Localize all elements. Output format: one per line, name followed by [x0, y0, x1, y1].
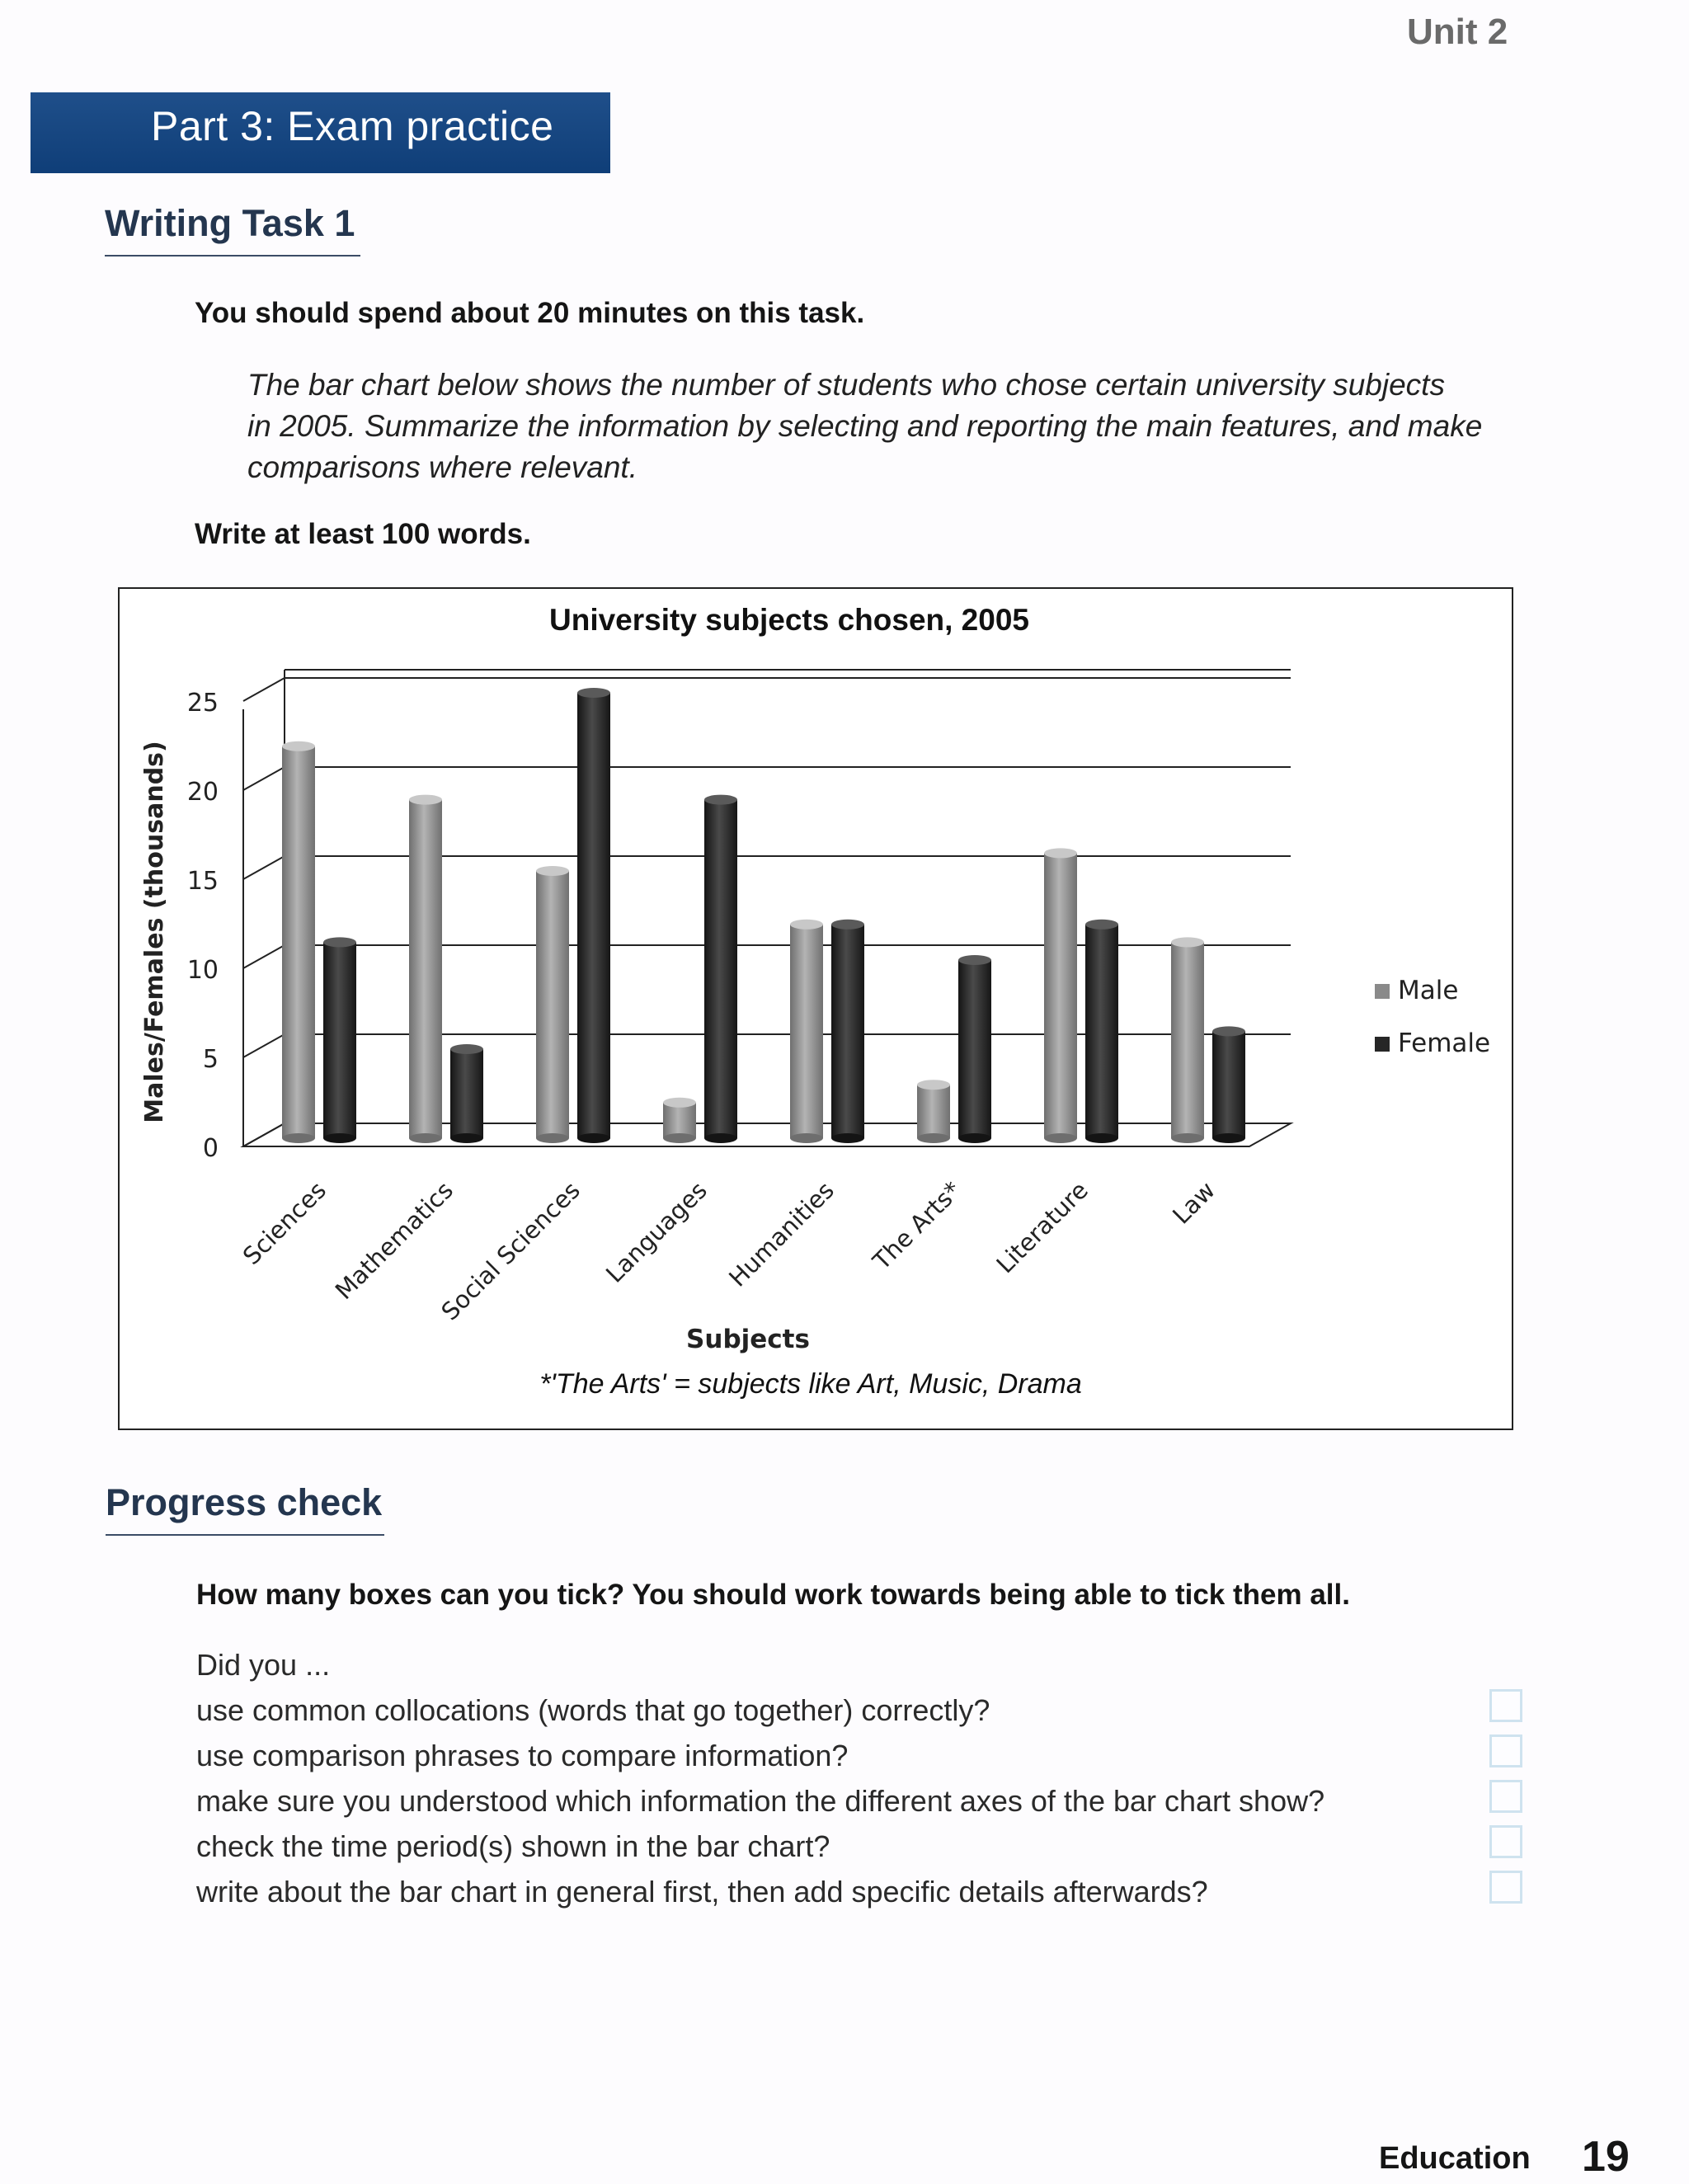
bar-cap-female [831, 920, 864, 930]
part-banner: Part 3: Exam practice [31, 92, 610, 173]
x-tick-label: Law [1167, 1175, 1221, 1230]
x-tick-label: Literature [990, 1175, 1094, 1279]
bar-female [958, 960, 991, 1138]
x-tick-label: Languages [600, 1175, 713, 1288]
chart-title: University subjects chosen, 2005 [549, 603, 1029, 637]
legend-swatch-male [1375, 984, 1390, 999]
word-count-instruction: Write at least 100 words. [195, 518, 531, 550]
legend-label-male: Male [1398, 976, 1459, 1005]
bar-cap-female [958, 955, 991, 965]
bar-female [1085, 925, 1118, 1138]
bar-male [1044, 853, 1077, 1138]
bar-base-female [704, 1133, 737, 1143]
bar-base-female [450, 1133, 483, 1143]
bar-female [450, 1049, 483, 1138]
gridline-depth [243, 856, 285, 879]
x-tick-label: Mathematics [329, 1175, 459, 1306]
bar-base-female [958, 1133, 991, 1143]
x-axis-label: Subjects [686, 1325, 810, 1354]
bar-cap-female [1085, 920, 1118, 930]
bar-base-female [1212, 1133, 1245, 1143]
bar-female [831, 925, 864, 1138]
gridline-depth [243, 945, 285, 968]
unit-label: Unit 2 [1407, 12, 1508, 52]
tick-checkbox[interactable] [1489, 1825, 1522, 1858]
bar-cap-female [704, 795, 737, 805]
y-tick-label: 20 [186, 778, 219, 807]
gridline-depth [243, 678, 285, 701]
page-number: 19 [1582, 2133, 1630, 2181]
gridline-depth [243, 1034, 285, 1057]
bar-cap-female [1212, 1026, 1245, 1036]
bar-female [1212, 1031, 1245, 1138]
prompt-line: The bar chart below shows the number of students who chose certain university subjects [247, 368, 1445, 402]
y-tick-label: 10 [186, 956, 219, 985]
bar-male [1171, 942, 1204, 1138]
prompt-line: in 2005. Summarize the information by selecting and reporting the main features, and make [247, 409, 1483, 443]
y-tick-label: 15 [186, 867, 219, 896]
legend-label-female: Female [1398, 1028, 1491, 1058]
bar-base-male [409, 1133, 442, 1143]
bar-chart [118, 587, 1513, 1430]
bar-male [663, 1103, 696, 1138]
progress-check-intro: How many boxes can you tick? You should work towards being able to tick them all. [196, 1579, 1350, 1611]
bar-cap-male [663, 1098, 696, 1108]
bar-male [282, 746, 315, 1138]
bar-male [409, 800, 442, 1138]
bar-cap-male [1044, 848, 1077, 858]
y-tick-label: 25 [186, 689, 219, 718]
bar-cap-male [790, 920, 823, 930]
prompt-line: comparisons where relevant. [247, 450, 637, 484]
tick-checkbox[interactable] [1489, 1871, 1522, 1904]
chart-floor [243, 1123, 1291, 1146]
bar-chart-svg [120, 589, 1515, 1432]
time-instruction: You should spend about 20 minutes on this task. [195, 297, 865, 329]
bar-base-male [917, 1133, 950, 1143]
checklist-item: use comparison phrases to compare information? [196, 1739, 849, 1772]
y-tick-label: 0 [202, 1134, 219, 1163]
checklist-item: check the time period(s) shown in the bar chart? [196, 1829, 830, 1863]
chart-footnote: *'The Arts' = subjects like Art, Music, Drama [539, 1368, 1082, 1400]
tick-checkbox[interactable] [1489, 1734, 1522, 1767]
bar-base-female [577, 1133, 610, 1143]
bar-cap-male [536, 866, 569, 876]
bar-base-male [663, 1133, 696, 1143]
bar-base-male [1044, 1133, 1077, 1143]
checklist-item: write about the bar chart in general first, then add specific details afterwards? [196, 1875, 1208, 1909]
x-tick-label: The Arts* [867, 1175, 967, 1276]
y-tick-label: 5 [202, 1045, 219, 1074]
bar-cap-male [1171, 937, 1204, 947]
bar-cap-male [409, 795, 442, 805]
bar-base-female [831, 1133, 864, 1143]
footer-section: Education [1379, 2141, 1531, 2176]
bar-base-female [323, 1133, 356, 1143]
x-tick-label: Sciences [237, 1175, 332, 1271]
tick-checkbox[interactable] [1489, 1780, 1522, 1813]
bar-cap-male [917, 1080, 950, 1090]
bar-base-male [790, 1133, 823, 1143]
did-you-lead: Did you ... [196, 1648, 331, 1682]
bar-cap-female [577, 688, 610, 698]
bar-base-male [282, 1133, 315, 1143]
checklist-item: use common collocations (words that go together) correctly? [196, 1693, 990, 1727]
bar-male [536, 871, 569, 1138]
bar-female [323, 942, 356, 1138]
bar-cap-female [450, 1044, 483, 1054]
bar-base-male [536, 1133, 569, 1143]
bar-male [917, 1085, 950, 1138]
bar-cap-male [282, 741, 315, 751]
tick-checkbox[interactable] [1489, 1689, 1522, 1722]
task-prompt [247, 365, 1534, 488]
progress-check-title: Progress check [106, 1481, 384, 1536]
x-tick-label: Humanities [723, 1175, 840, 1292]
bar-female [704, 800, 737, 1138]
x-tick-label: Social Sciences [435, 1175, 586, 1326]
bar-base-male [1171, 1133, 1204, 1143]
bar-female [577, 693, 610, 1138]
bar-base-female [1085, 1133, 1118, 1143]
legend-swatch-female [1375, 1037, 1390, 1052]
gridline-depth [243, 767, 285, 790]
bar-cap-female [323, 937, 356, 947]
checklist [196, 1687, 1324, 1914]
bar-male [790, 925, 823, 1138]
y-axis-label: Males/Females (thousands) [140, 741, 169, 1123]
checklist-item: make sure you understood which information the different axes of the bar chart show? [196, 1784, 1325, 1818]
writing-task-title: Writing Task 1 [105, 202, 360, 257]
